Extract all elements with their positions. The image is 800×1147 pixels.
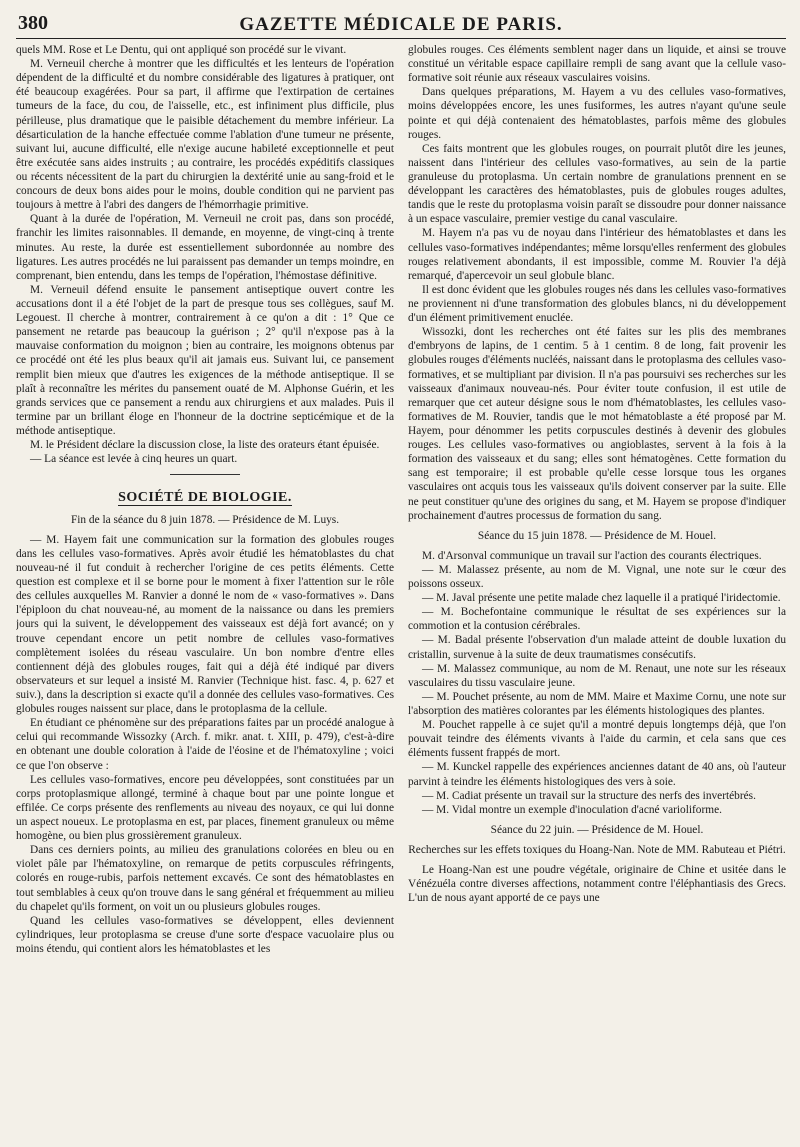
paragraph: — M. Malassez présente, au nom de M. Vignal, une note sur le cœur des poissons osseux. [408, 563, 786, 591]
divider [170, 474, 240, 475]
session-heading: Séance du 22 juin. — Présidence de M. Houel. [490, 823, 704, 836]
paragraph: — La séance est levée à cinq heures un quart. [30, 453, 238, 466]
paragraph: — M. Kunckel rappelle des expériences anciennes datant de 40 ans, où l'auteur parvint à teindre les éléments histologiques des vers à soie. [408, 761, 786, 788]
paragraph: Il est donc évident que les globules rouges nés dans les cellules vaso-formatives ne proviennent ni d'une transformation des globules blancs, ni du développement d'un élément primitivement enuclée. [408, 283, 786, 325]
session-heading: Fin de la séance du 8 juin 1878. — Présidence de M. Luys. [70, 513, 340, 526]
paragraph: — M. Bochefontaine communique le résultat de ses expériences sur la commotion et la contusion cérébrales. [408, 606, 786, 633]
paragraph: M. d'Arsonval communique un travail sur l'action des courants électriques. [422, 549, 762, 562]
journal-title: GAZETTE MÉDICALE DE PARIS. [239, 14, 563, 35]
page-number: 380 [18, 12, 48, 34]
paragraph: Quand les cellules vaso-formatives se développent, elles deviennent cylindriques, leur protoplasma se creuse d'une sorte d'espace vacuolaire plus ou moins étendu, qui contient alors les hématoblastes et les [16, 914, 394, 955]
paragraph: — M. Cadiat présente un travail sur la structure des nerfs des invertébrés. [422, 789, 756, 802]
paragraph: — M. Pouchet présente, au nom de MM. Maire et Maxime Cornu, une note sur l'absorption des matières colorantes par les éléments histologiques des plantes. [408, 690, 786, 718]
paragraph: M. Verneuil cherche à montrer que les difficultés et les lenteurs de l'opération dépendent de la difficulté et du nombre considérable des ligatures à pratiquer, ont été beaucoup exagérées. Pour sa part, il affirme que l'extirpation de certaines tumeurs de la face, du cou, de l'aisselle, etc., est infiniment plus difficile, plus périlleuse, plus dramatique que le paisible détachement du membre inférieur. La désarticulation de la hanche effectuée comme l'ablation d'une tumeur ne présente, suivant lui, aucune difficulté, elle n'exige aucune habileté exceptionnelle et peut être exécutée sans aides instruits ; au contraire, les procédés expéditifs classiques ou récents nécessitent de la part du chirurgien la dextérité unie au sang-froid et le concours de deux bons aides pour le moins, double condition qui ne parvient pas toujours à mettre à l'abri des dangers de l'hémorrhagie primitive. [16, 58, 394, 212]
paragraph: Wissozki, dont les recherches ont été faites sur les plis des membranes d'embryons de lapins, de 1 centim. 5 à 1 centim. 8 de long, fait provenir les globules rouges d'éléments nucléés, naissant dans le protoplasma des cellules vaso-formatives, et se multipliant par division. Il n'a pas poursuivi ses recherches sur les vaisseaux d'animaux nouveau-nés. Pour éviter toute confusion, il est utile de remarquer que cet auteur désigne sous le nom d'hématoblastes, les cellules vaso-formatives de M. Rouvier, tandis que le mot hématoblaste a été proposé par M. Hayem, pour dénommer les petits corpuscules destinés à devenir des globules rouges. Les cellules vaso-formatives ou angioblastes, servent à la fois à la formation des vaisseaux et du sang; elles sont hématogènes. Cette formation du sang est temporaire; il est probable qu'elle cesse lorsque tous les organes vasculaires ont acquis tous les vaisseaux qu'ils doivent conserver par la suite. Elle ne peut constituer qu'une des origines du sang, et M. Hayem se propose d'indiquer prochainement d'autres processus de formation du sang. [408, 326, 786, 522]
paragraph: Ces faits montrent que les globules rouges, on pourrait plutôt dire les jeunes, naissent dans l'intérieur des cellules vaso-formatives, au sein de la partie granuleuse du protoplasma. Un certain nombre de granulations prennent en se développant les caractères des hématoblastes, puis de globules rouges adultes, tandis que le reste du protoplasma voisin paraît se dissoudre pour donner naissance à un espace vasculaire, premier vestige du canal vasculaire. [408, 142, 786, 226]
paragraph: — M. Hayem fait une communication sur la formation des globules rouges dans les cellules vaso-formatives. Après avoir étudié les hématoblastes du chat nouveau-né il fut conduit à rechercher l'origine de ces petits éléments. Cette question est complexe et il se borne pour le moment à fixer l'attention sur le rôle des cellules auxquelles M. Ranvier a donné le nom de « vaso-formatives ». Dans l'épiploon du chat nouveau-né, au moment de la naissance ou dans les premiers jours qui la suivent, le développement des vaisseaux est déjà fort avancé; on y trouve cependant encore un petit nombre de cellules vaso-formatives complètement isolées du réseau vasculaire. Un bon nombre d'entre elles contiennent déjà des globules rouges, fait qui a déjà été indiqué par divers observateurs et sur lequel a insisté M. Ranvier (Technique hist. fasc. 4, p. 627 et suiv.), dans la description si exacte qu'il a donnée des cellules vaso-formatives. Ces globules rouges naissent sur place, dans le protoplasma de la cellule. [16, 533, 394, 716]
paragraph: — M. Javal présente une petite malade chez laquelle il a pratiqué l'iridectomie. [422, 592, 781, 605]
columns [16, 43, 786, 1143]
paragraph: M. Hayem n'a pas vu de noyau dans l'intérieur des hématoblastes et dans les cellules vaso-formatives indépendantes; même lorsqu'elles renferment des globules rouges relativement abondants, il est impossible, comme M. Rouvier l'a déjà remarqué, d'apercevoir un seul globule blanc. [408, 227, 786, 282]
paragraph: globules rouges. Ces éléments semblent nager dans un liquide, et ainsi se trouve constitué un véritable espace capillaire rempli de sang avant que la cellule vaso-formative soit réunie aux réseaux vasculaires voisins. [408, 44, 786, 85]
paragraph: — M. Badal présente l'observation d'un malade atteint de double luxation du cristallin, survenue à la suite de deux traumatismes consécutifs. [408, 634, 786, 661]
note-title: Recherches sur les effets toxiques du Hoang-Nan. Note de MM. Rabuteau et Piétri. [408, 844, 786, 857]
right-column [408, 43, 786, 1143]
paragraph: Dans ces derniers points, au milieu des granulations colorées en bleu ou en violet pâle par l'hématoxyline, on remarque de petits corpuscules réfringents, colorés en rouge-rubis, parfois nettement excavés. Ce sont des hématoblastes en tout semblables à ceux qu'on trouve dans le sang général et fréquemment au milieu du chapelet qu'ils forment, on voit un ou plusieurs globules rouges. [16, 844, 394, 913]
left-column [16, 43, 394, 1143]
paragraph: quels MM. Rose et Le Dentu, qui ont appliqué son procédé sur le vivant. [16, 44, 347, 56]
session-heading: Séance du 15 juin 1878. — Présidence de M. Houel. [477, 529, 717, 542]
paragraph: Quant à la durée de l'opération, M. Verneuil ne croit pas, dans son procédé, franchir les limites raisonnables. Il demande, en moyenne, de vingt-cinq à trente minutes. Au reste, la durée est essentiellement subordonnée au nombre des ligatures. Les autres procédés ne lui paraissent pas demander un temps moindre, en comprenant, bien entendu, dans les temps de l'opération, l'hémostase définitive. [16, 213, 394, 282]
section-title: SOCIÉTÉ DE BIOLOGIE. [118, 490, 292, 506]
paragraph: — M. Malassez communique, au nom de M. Renaut, une note sur les réseaux vasculaires du tissu vasculaire jeune. [408, 662, 786, 689]
paragraph: Le Hoang-Nan est une poudre végétale, originaire de Chine et usitée dans le Vénézuéla contre diverses affections, notamment contre l'éléphantiasis des Grecs. L'un de nous ayant apporté de ce pays une [408, 864, 786, 905]
paragraph: M. Pouchet rappelle à ce sujet qu'il a montré depuis longtemps déjà, que l'on pouvait teindre des éléments vivants à l'aide du carmin, et cela sans que ces éléments fussent frappés de mort. [408, 719, 786, 760]
paragraph: M. Verneuil défend ensuite le pansement antiseptique ouvert contre les accusations dont il a été l'objet de la part de presque tous ses collègues, sauf M. Legouest. Il cherche à montrer, contrairement à ce qu'on a dit : 1° Que ce pansement ne retarde pas beaucoup la guérison ; 2° qu'il n'expose pas à la mauvaise conformation du moignon ; bien au contraire, les moignons obtenus par ce procédé ont été les plus beaux qu'il ait jamais eus. Suivant lui, ce pansement remplit bien mieux que d'autres les exigences de la méthode antiseptique. Il se plaît à reconnaître les mérites du pansement ouaté de M. Alphonse Guérin, et les grands services que ce pansement a rendu aux chirurgiens et aux malades. Puis il termine par un brillant éloge en l'honneur de la doctrine septicémique et de la méthode antiseptique. [16, 283, 394, 437]
page-header [16, 8, 786, 39]
paragraph: — M. Vidal montre un exemple d'inoculation d'acné varioliforme. [422, 803, 722, 816]
paragraph: Les cellules vaso-formatives, encore peu développées, sont constituées par un corps protoplasmique allongé, terminé à chaque bout par une pointe longue et effilée. Ce corps présente des renflements au niveau des noyaux, ce qui lui donne un aspect noueux. Le protoplasma en est, par places, finement granuleux ou même homogène, ou bien plus grossièrement granuleux. [16, 773, 394, 843]
paragraph: M. le Président déclare la discussion close, la liste des orateurs étant épuisée. [30, 439, 380, 452]
paragraph: En étudiant ce phénomène sur des préparations faites par un procédé analogue à celui qui recommande Wissozky (Arch. f. mikr. anat. t. XIII, p. 479), c'est-à-dire en obtenant une double coloration à l'aide de l'éosine et de l'hématoxyline ; voici ce que l'on observe : [16, 717, 394, 772]
paragraph: Dans quelques préparations, M. Hayem a vu des cellules vaso-formatives, moins développées encore, les unes fusiformes, les autres n'ayant qu'une seule pointe et qui déjà contenaient des hématoblastes, parfois même des globules rouges. [408, 86, 786, 141]
